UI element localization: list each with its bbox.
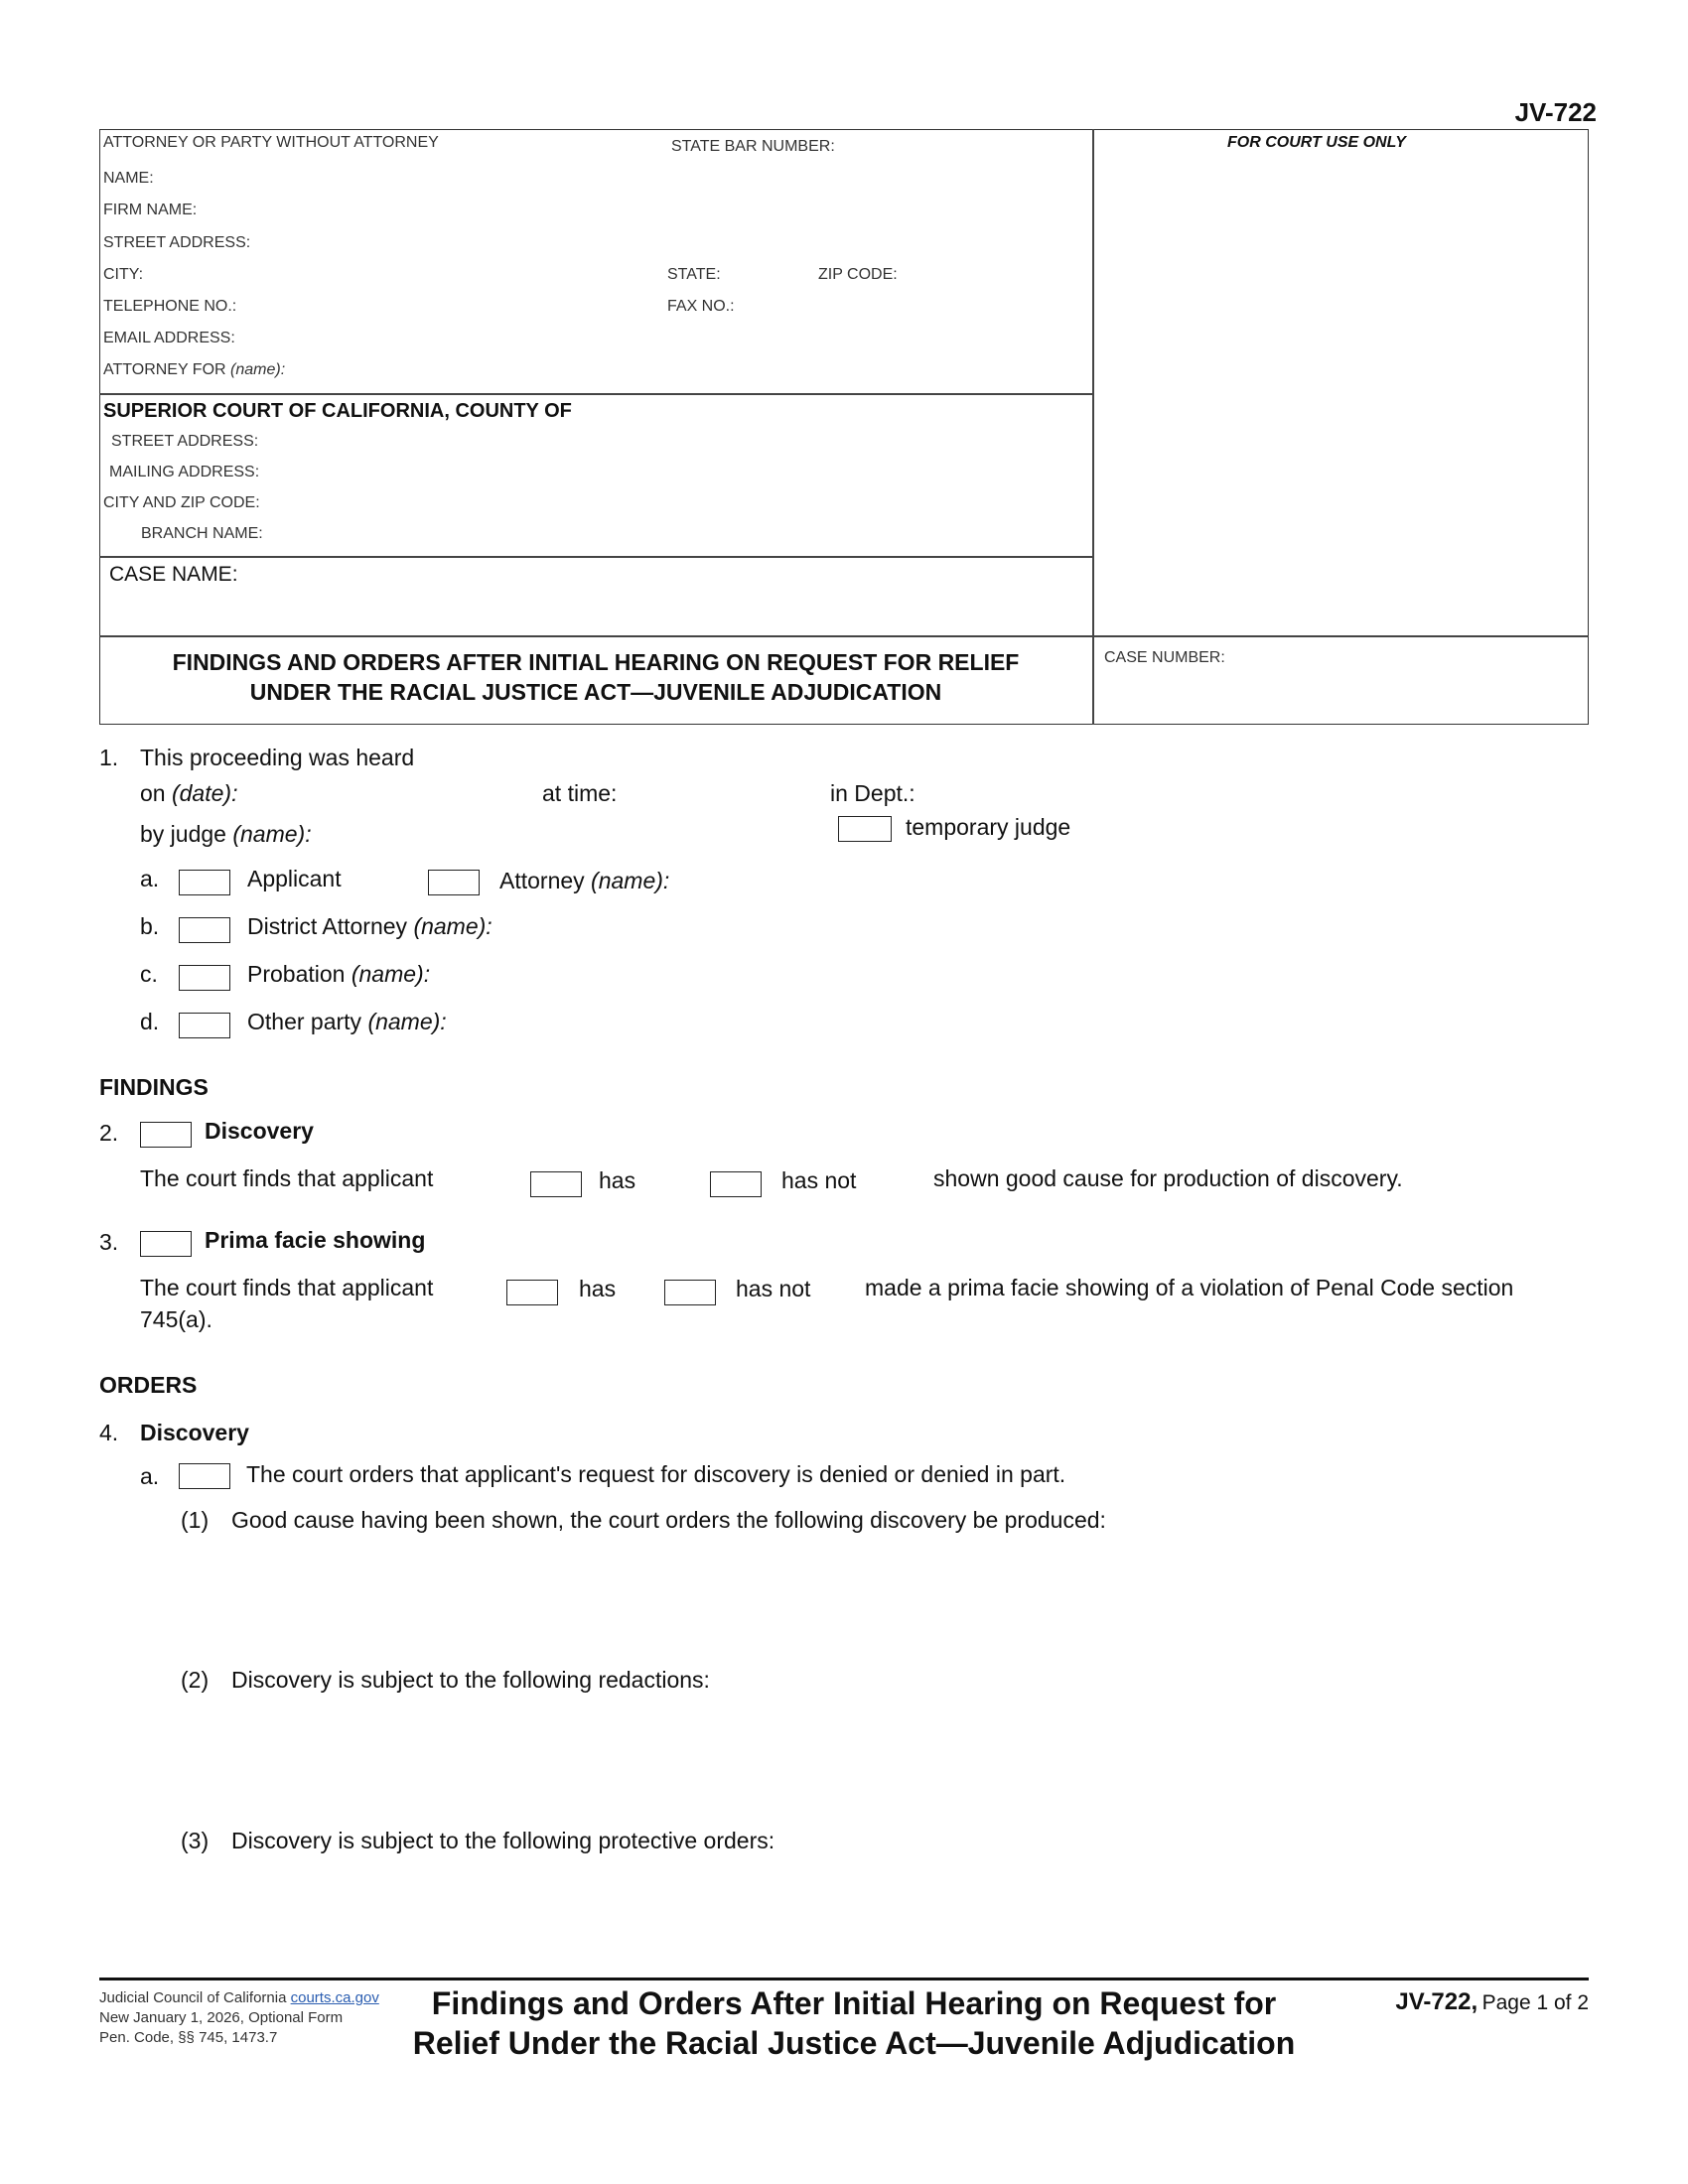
- judge-name-hint: (name):: [232, 821, 312, 847]
- prima-facie-has-not-checkbox[interactable]: [664, 1280, 716, 1305]
- item2-title: Discovery: [205, 1118, 314, 1144]
- district-attorney-checkbox[interactable]: [179, 917, 230, 943]
- footer-title-line-2: Relief Under the Racial Justice Act—Juvenile Adjudication: [412, 2025, 1296, 2061]
- item1d-letter: d.: [140, 1009, 160, 1034]
- item1b-letter: b.: [140, 913, 160, 939]
- attorney-checkbox[interactable]: [428, 870, 480, 895]
- case-name-label: CASE NAME:: [109, 563, 238, 586]
- district-attorney-label: [247, 913, 492, 940]
- district-attorney-name-hint: (name):: [413, 913, 492, 939]
- item2-text: The court finds that applicant: [140, 1165, 434, 1191]
- prima-facie-has-checkbox[interactable]: [506, 1280, 558, 1305]
- item1c-letter: c.: [140, 961, 158, 987]
- footer-form-number: JV-722,: [1395, 1988, 1478, 2015]
- footer-page: Page 1 of 2: [1481, 1991, 1589, 2014]
- discovery-denied-checkbox[interactable]: [179, 1463, 230, 1489]
- prima-facie-has-label: has: [579, 1276, 617, 1301]
- prima-facie-finding-checkbox[interactable]: [140, 1231, 192, 1257]
- court-title: SUPERIOR COURT OF CALIFORNIA, COUNTY OF: [103, 400, 572, 422]
- item3-title: Prima facie showing: [205, 1227, 426, 1253]
- item4a1-text: Good cause having been shown, the court orders the following discovery be produced:: [231, 1507, 1106, 1533]
- discovery-finding-checkbox[interactable]: [140, 1122, 192, 1148]
- item4-number: 4.: [99, 1420, 119, 1445]
- discovery-has-label: has: [599, 1167, 636, 1193]
- attorney-text: Attorney: [499, 868, 585, 893]
- attorney-for-label: [103, 361, 285, 379]
- footer-council-line: [99, 1988, 379, 2008]
- item3-rest-line2: 745(a).: [140, 1306, 212, 1332]
- item3-rest: made a prima facie showing of a violation of Penal Code section: [865, 1275, 1514, 1300]
- temporary-judge-checkbox[interactable]: [838, 816, 892, 842]
- hearing-date-label: [140, 780, 237, 807]
- probation-checkbox[interactable]: [179, 965, 230, 991]
- temporary-judge-label: temporary judge: [906, 814, 1071, 840]
- courts-link[interactable]: courts.ca.gov: [290, 1989, 379, 2006]
- item4a-letter: a.: [140, 1463, 160, 1489]
- prima-facie-has-not-label: has not: [736, 1276, 811, 1301]
- footer-page-info: [1395, 1988, 1589, 2016]
- discovery-has-checkbox[interactable]: [530, 1171, 582, 1197]
- item4a-text: The court orders that applicant's request for discovery is denied or denied in part.: [246, 1461, 1066, 1487]
- other-party-label: [247, 1009, 447, 1035]
- court-use-label: FOR COURT USE ONLY: [1227, 134, 1406, 151]
- zip-code-label: ZIP CODE:: [818, 266, 898, 283]
- item4a2-text: Discovery is subject to the following redactions:: [231, 1667, 710, 1693]
- state-label: STATE:: [667, 266, 721, 283]
- date-hint: (date):: [171, 780, 238, 806]
- probation-label: [247, 961, 430, 988]
- item2-number: 2.: [99, 1120, 119, 1146]
- attorney-name-hint: (name):: [591, 868, 670, 893]
- item3-number: 3.: [99, 1229, 119, 1255]
- hearing-time-label: at time:: [542, 780, 618, 806]
- other-party-name-hint: (name):: [367, 1009, 447, 1034]
- by-judge-text: by judge: [140, 821, 226, 847]
- attorney-for-text: ATTORNEY FOR: [103, 361, 226, 378]
- footer-new-date: New January 1, 2026, Optional Form: [99, 2009, 344, 2026]
- form-title-line-2: UNDER THE RACIAL JUSTICE ACT—JUVENILE ADJUDICATION: [249, 679, 942, 705]
- discovery-has-not-checkbox[interactable]: [710, 1171, 762, 1197]
- item4a2-number: (2): [181, 1667, 210, 1693]
- probation-text: Probation: [247, 961, 346, 987]
- attorney-for-name-hint: (name):: [230, 361, 286, 378]
- item1-number: 1.: [99, 745, 119, 770]
- district-attorney-text: District Attorney: [247, 913, 408, 939]
- footer-title-line-1: Findings and Orders After Initial Hearing on Request for: [431, 1985, 1277, 2021]
- applicant-checkbox[interactable]: [179, 870, 230, 895]
- item3-text: The court finds that applicant: [140, 1275, 434, 1300]
- footer-rule: [99, 1978, 1589, 1980]
- attorney-court-divider: [99, 393, 1092, 395]
- item4a1-number: (1): [181, 1507, 210, 1533]
- on-text: on: [140, 780, 166, 806]
- item4-title: Discovery: [140, 1420, 249, 1445]
- orders-heading: ORDERS: [99, 1372, 198, 1398]
- court-street-label: STREET ADDRESS:: [111, 433, 259, 450]
- footer-council: Judicial Council of California: [99, 1989, 287, 2006]
- court-branch-label: BRANCH NAME:: [141, 525, 263, 542]
- dept-label: in Dept.:: [830, 780, 915, 806]
- street-address-label: STREET ADDRESS:: [103, 234, 251, 251]
- state-bar-label: STATE BAR NUMBER:: [671, 138, 835, 155]
- fax-label: FAX NO.:: [667, 298, 735, 315]
- court-casename-divider: [99, 556, 1092, 558]
- footer-left: [99, 1988, 379, 2048]
- findings-heading: FINDINGS: [99, 1074, 209, 1100]
- form-title-line-1: FINDINGS AND ORDERS AFTER INITIAL HEARING ON REQUEST FOR RELIEF: [172, 649, 1020, 675]
- item2-rest: shown good cause for production of discovery.: [933, 1165, 1403, 1191]
- form-number: JV-722: [1514, 97, 1597, 127]
- case-number-label: CASE NUMBER:: [1104, 649, 1225, 666]
- item1a-letter: a.: [140, 866, 160, 891]
- city-label: CITY:: [103, 266, 144, 283]
- name-label: NAME:: [103, 170, 154, 187]
- footer-code: Pen. Code, §§ 745, 1473.7: [99, 2029, 278, 2046]
- telephone-label: TELEPHONE NO.:: [103, 298, 237, 315]
- judge-label: [140, 821, 312, 848]
- firm-name-label: FIRM NAME:: [103, 202, 198, 218]
- discovery-has-not-label: has not: [781, 1167, 857, 1193]
- item4a3-text: Discovery is subject to the following protective orders:: [231, 1828, 775, 1853]
- other-party-text: Other party: [247, 1009, 362, 1034]
- applicant-label: Applicant: [247, 866, 342, 891]
- item4a3-number: (3): [181, 1828, 210, 1853]
- attorney-label: [499, 868, 669, 894]
- other-party-checkbox[interactable]: [179, 1013, 230, 1038]
- email-label: EMAIL ADDRESS:: [103, 330, 235, 346]
- probation-name-hint: (name):: [351, 961, 431, 987]
- item1-text: This proceeding was heard: [140, 745, 415, 770]
- attorney-header: ATTORNEY OR PARTY WITHOUT ATTORNEY: [103, 134, 439, 151]
- court-city-zip-label: CITY AND ZIP CODE:: [103, 494, 260, 511]
- court-mailing-label: MAILING ADDRESS:: [109, 464, 260, 480]
- casename-title-divider: [99, 635, 1589, 637]
